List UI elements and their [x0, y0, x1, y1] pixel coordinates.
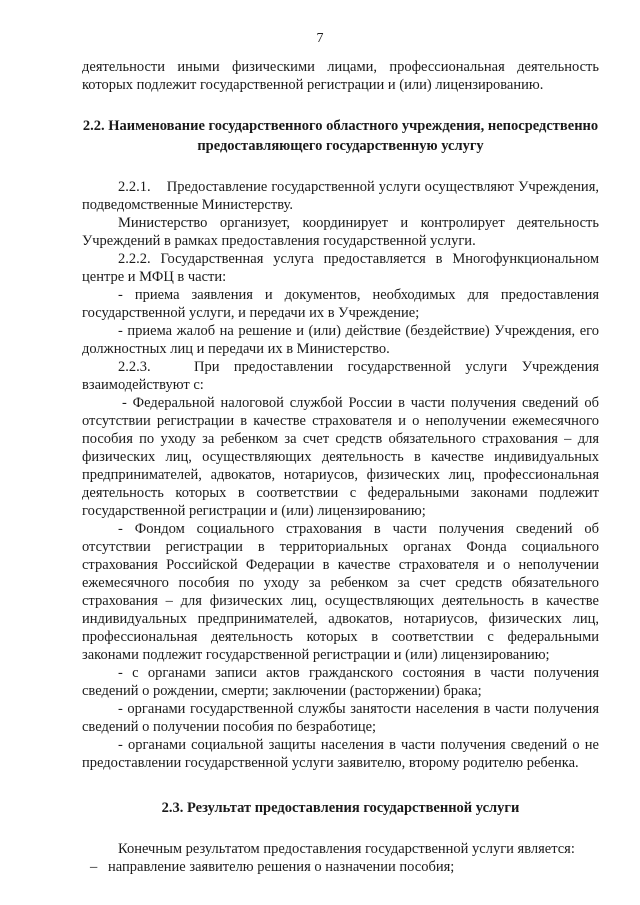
list-item-application: - приема заявления и документов, необходимых для предоставления государственной услуги, и передачи их в Учреждение; [82, 287, 599, 321]
paragraph-2-2-2: 2.2.2. Государственная услуга предоставляется в Многофункциональном центре и МФЦ в части: [82, 251, 599, 285]
section-2-3-lead: Конечным результатом предоставления государственной услуги является: [118, 841, 575, 857]
list-item-tax-service: - Федеральной налоговой службой России в части получения сведений об отсутствии регистрации в качестве страхователя и о неполучении ежемесячного пособия по уходу за ребенком за счет средств обязательного страхования – для физических лиц, осуществляющих деятельность в качестве индивидуальных предпринимателей, адвокатов, нотариусов, физических лиц, профессиональная деятельность которых в соответствии с федеральными законами подлежит государственной регистрации и (или) лицензированию; [82, 395, 599, 519]
section-2-2-heading: 2.2. Наименование государственного областного учреждения, непосредственно предоставляющего государственную услугу [82, 118, 599, 154]
list-item-civil-registry: - с органами записи актов гражданского состояния в части получения сведений о рождении, смерти; заключении (расторжении) брака; [82, 665, 599, 699]
page-number: 7 [316, 31, 324, 46]
list-item-result [90, 858, 599, 876]
paragraph-2-2-3: 2.2.3. При предоставлении государственной услуги Учреждения взаимодействуют с: [82, 359, 599, 393]
dash-marker: – [90, 859, 98, 875]
list-item-employment-service: - органами государственной службы занятости населения в части получения сведений о получении пособия по безработице; [82, 701, 599, 735]
document-body [82, 58, 599, 876]
list-item-result-text: направление заявителю решения о назначении пособия; [108, 859, 455, 875]
section-2-3-heading: 2.3. Результат предоставления государственной услуги [161, 800, 520, 816]
intro-paragraph: деятельности иными физическими лицами, профессиональная деятельность которых подлежит государственной регистрации и (или) лицензированию. [82, 59, 599, 93]
list-item-social-fund: - Фондом социального страхования в части получения сведений об отсутствии регистрации в территориальных органах Фонда социального страхования Российской Федерации в качестве страхователя и о неполучении ежемесячного пособия по уходу за ребенком за счет средств обязательного страхования – для физических лиц, осуществляющих деятельность в качестве индивидуальных предпринимателей, адвокатов, нотариусов, физических лиц, профессиональная деятельность которых в соответствии с федеральными законами подлежит государственной регистрации и (или) лицензированию; [82, 521, 599, 663]
paragraph-2-2-1: 2.2.1. Предоставление государственной услуги осуществляют Учреждения, подведомственные Министерству. [82, 179, 599, 213]
list-item-complaints: - приема жалоб на решение и (или) действие (бездействие) Учреждения, его должностных лиц и передачи их в Министерство. [82, 323, 599, 357]
list-item-social-protection: - органами социальной защиты населения в части получения сведений о не предоставлении государственной услуги заявителю, второму родителю ребенка. [82, 737, 599, 771]
paragraph-ministry: Министерство организует, координирует и контролирует деятельность Учреждений в рамках предоставления государственной услуги. [82, 215, 599, 249]
